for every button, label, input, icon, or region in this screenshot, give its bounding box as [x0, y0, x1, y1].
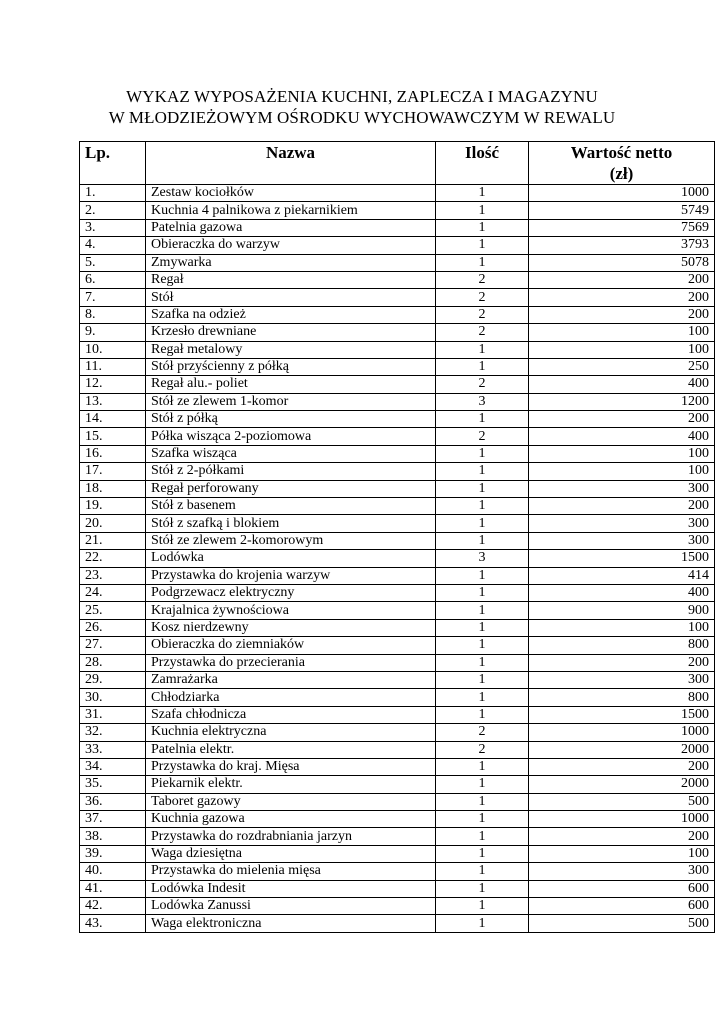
header-lp: Lp. — [80, 142, 146, 185]
cell-qty: 1 — [436, 254, 529, 271]
table-row — [80, 637, 715, 654]
cell-name: Kuchnia 4 palnikowa z piekarnikiem — [146, 202, 436, 219]
cell-qty: 1 — [436, 185, 529, 202]
cell-value: 800 — [529, 637, 715, 654]
cell-value: 2000 — [529, 741, 715, 758]
cell-qty: 2 — [436, 324, 529, 341]
cell-value: 900 — [529, 602, 715, 619]
header-value-line-2: (zł) — [609, 164, 634, 183]
header-value — [529, 142, 715, 185]
cell-qty: 1 — [436, 776, 529, 793]
cell-name: Regał alu.- poliet — [146, 376, 436, 393]
table-row — [80, 845, 715, 862]
table-row — [80, 602, 715, 619]
cell-lp: 41. — [80, 880, 146, 897]
cell-name: Zamrażarka — [146, 671, 436, 688]
cell-name: Szafa chłodnicza — [146, 706, 436, 723]
cell-lp: 35. — [80, 776, 146, 793]
cell-lp: 11. — [80, 358, 146, 375]
cell-name: Waga dziesiętna — [146, 845, 436, 862]
cell-qty: 1 — [436, 637, 529, 654]
cell-name: Regał perforowany — [146, 480, 436, 497]
cell-lp: 24. — [80, 584, 146, 601]
cell-qty: 1 — [436, 863, 529, 880]
cell-lp: 22. — [80, 550, 146, 567]
cell-qty: 1 — [436, 463, 529, 480]
cell-qty: 1 — [436, 915, 529, 932]
table-row — [80, 793, 715, 810]
cell-qty: 1 — [436, 411, 529, 428]
cell-lp: 15. — [80, 428, 146, 445]
cell-lp: 25. — [80, 602, 146, 619]
table-row — [80, 411, 715, 428]
cell-name: Stół — [146, 289, 436, 306]
cell-name: Obieraczka do ziemniaków — [146, 637, 436, 654]
inventory-table — [79, 141, 715, 933]
cell-name: Patelnia gazowa — [146, 219, 436, 236]
cell-value: 200 — [529, 498, 715, 515]
cell-lp: 2. — [80, 202, 146, 219]
cell-qty: 1 — [436, 811, 529, 828]
cell-name: Stół z szafką i blokiem — [146, 515, 436, 532]
cell-value: 1000 — [529, 811, 715, 828]
cell-qty: 1 — [436, 445, 529, 462]
table-row — [80, 776, 715, 793]
cell-lp: 10. — [80, 341, 146, 358]
table-row — [80, 237, 715, 254]
header-row — [80, 142, 715, 185]
table-row — [80, 428, 715, 445]
table-row — [80, 498, 715, 515]
cell-name: Stół z półką — [146, 411, 436, 428]
cell-qty: 1 — [436, 515, 529, 532]
table-body — [80, 185, 715, 933]
cell-qty: 1 — [436, 602, 529, 619]
table-row — [80, 202, 715, 219]
cell-qty: 1 — [436, 532, 529, 549]
cell-qty: 1 — [436, 341, 529, 358]
cell-qty: 1 — [436, 706, 529, 723]
cell-name: Lodówka — [146, 550, 436, 567]
cell-name: Chłodziarka — [146, 689, 436, 706]
cell-name: Stół przyścienny z półką — [146, 358, 436, 375]
header-value-line-1: Wartość netto — [570, 143, 673, 162]
cell-value: 100 — [529, 619, 715, 636]
cell-qty: 3 — [436, 550, 529, 567]
cell-qty: 2 — [436, 724, 529, 741]
cell-value: 400 — [529, 428, 715, 445]
cell-value: 200 — [529, 411, 715, 428]
cell-lp: 13. — [80, 393, 146, 410]
title-line-2: W MŁODZIEŻOWYM OŚRODKU WYCHOWAWCZYM W REWALU — [108, 108, 616, 127]
cell-lp: 5. — [80, 254, 146, 271]
table-row — [80, 532, 715, 549]
document-title — [0, 86, 724, 128]
table-row — [80, 463, 715, 480]
cell-lp: 4. — [80, 237, 146, 254]
table-row — [80, 671, 715, 688]
cell-qty: 1 — [436, 480, 529, 497]
cell-value: 3793 — [529, 237, 715, 254]
cell-lp: 29. — [80, 671, 146, 688]
table-row — [80, 689, 715, 706]
cell-qty: 1 — [436, 898, 529, 915]
cell-value: 1000 — [529, 185, 715, 202]
header-qty: Ilość — [436, 142, 529, 185]
cell-value: 400 — [529, 376, 715, 393]
cell-name: Waga elektroniczna — [146, 915, 436, 932]
cell-qty: 2 — [436, 376, 529, 393]
cell-name: Kuchnia elektryczna — [146, 724, 436, 741]
title-line-1: WYKAZ WYPOSAŻENIA KUCHNI, ZAPLECZA I MAGAZYNU — [126, 87, 598, 106]
cell-name: Piekarnik elektr. — [146, 776, 436, 793]
cell-name: Stół ze zlewem 2-komorowym — [146, 532, 436, 549]
cell-lp: 9. — [80, 324, 146, 341]
cell-qty: 1 — [436, 619, 529, 636]
table-row — [80, 863, 715, 880]
cell-qty: 2 — [436, 741, 529, 758]
cell-qty: 1 — [436, 498, 529, 515]
table-row — [80, 306, 715, 323]
table-row — [80, 393, 715, 410]
table-row — [80, 550, 715, 567]
cell-name: Stół z basenem — [146, 498, 436, 515]
cell-value: 500 — [529, 915, 715, 932]
cell-name: Regał metalowy — [146, 341, 436, 358]
cell-lp: 18. — [80, 480, 146, 497]
cell-qty: 2 — [436, 289, 529, 306]
cell-lp: 1. — [80, 185, 146, 202]
cell-value: 1500 — [529, 706, 715, 723]
table-row — [80, 289, 715, 306]
cell-value: 5749 — [529, 202, 715, 219]
cell-name: Stół ze zlewem 1-komor — [146, 393, 436, 410]
cell-name: Regał — [146, 271, 436, 288]
cell-qty: 2 — [436, 428, 529, 445]
cell-name: Przystawka do rozdrabniania jarzyn — [146, 828, 436, 845]
cell-lp: 21. — [80, 532, 146, 549]
cell-name: Lodówka Zanussi — [146, 898, 436, 915]
table-row — [80, 584, 715, 601]
table-row — [80, 828, 715, 845]
cell-lp: 34. — [80, 758, 146, 775]
cell-value: 5078 — [529, 254, 715, 271]
cell-value: 300 — [529, 480, 715, 497]
cell-value: 100 — [529, 324, 715, 341]
cell-value: 100 — [529, 845, 715, 862]
cell-value: 2000 — [529, 776, 715, 793]
cell-name: Krzesło drewniane — [146, 324, 436, 341]
cell-qty: 1 — [436, 880, 529, 897]
cell-qty: 1 — [436, 567, 529, 584]
cell-name: Przystawka do kraj. Mięsa — [146, 758, 436, 775]
cell-value: 100 — [529, 463, 715, 480]
cell-lp: 26. — [80, 619, 146, 636]
cell-value: 200 — [529, 306, 715, 323]
table-row — [80, 185, 715, 202]
table-row — [80, 567, 715, 584]
cell-value: 1200 — [529, 393, 715, 410]
cell-name: Przystawka do mielenia mięsa — [146, 863, 436, 880]
cell-name: Szafka wisząca — [146, 445, 436, 462]
cell-lp: 8. — [80, 306, 146, 323]
cell-value: 600 — [529, 898, 715, 915]
table-row — [80, 758, 715, 775]
cell-value: 800 — [529, 689, 715, 706]
cell-lp: 43. — [80, 915, 146, 932]
cell-lp: 16. — [80, 445, 146, 462]
table-row — [80, 515, 715, 532]
table-row — [80, 324, 715, 341]
cell-lp: 20. — [80, 515, 146, 532]
cell-qty: 1 — [436, 237, 529, 254]
table-row — [80, 341, 715, 358]
table-row — [80, 706, 715, 723]
table-row — [80, 654, 715, 671]
cell-name: Kosz nierdzewny — [146, 619, 436, 636]
table-row — [80, 811, 715, 828]
cell-lp: 6. — [80, 271, 146, 288]
cell-value: 300 — [529, 532, 715, 549]
cell-qty: 2 — [436, 271, 529, 288]
cell-name: Zestaw kociołków — [146, 185, 436, 202]
cell-lp: 28. — [80, 654, 146, 671]
cell-lp: 38. — [80, 828, 146, 845]
table-row — [80, 619, 715, 636]
cell-name: Taboret gazowy — [146, 793, 436, 810]
cell-name: Półka wisząca 2-poziomowa — [146, 428, 436, 445]
cell-lp: 42. — [80, 898, 146, 915]
cell-value: 100 — [529, 445, 715, 462]
table-row — [80, 480, 715, 497]
cell-lp: 3. — [80, 219, 146, 236]
cell-qty: 1 — [436, 219, 529, 236]
cell-value: 600 — [529, 880, 715, 897]
table-row — [80, 915, 715, 932]
cell-name: Przystawka do przecierania — [146, 654, 436, 671]
cell-qty: 2 — [436, 306, 529, 323]
cell-qty: 1 — [436, 584, 529, 601]
cell-qty: 1 — [436, 689, 529, 706]
table-header — [80, 142, 715, 185]
cell-lp: 33. — [80, 741, 146, 758]
cell-value: 250 — [529, 358, 715, 375]
cell-lp: 31. — [80, 706, 146, 723]
cell-lp: 30. — [80, 689, 146, 706]
cell-qty: 3 — [436, 393, 529, 410]
cell-value: 300 — [529, 515, 715, 532]
cell-lp: 19. — [80, 498, 146, 515]
cell-value: 1500 — [529, 550, 715, 567]
table-row — [80, 445, 715, 462]
cell-value: 7569 — [529, 219, 715, 236]
table-row — [80, 880, 715, 897]
cell-name: Stół z 2-półkami — [146, 463, 436, 480]
cell-name: Zmywarka — [146, 254, 436, 271]
cell-lp: 40. — [80, 863, 146, 880]
cell-value: 200 — [529, 654, 715, 671]
cell-lp: 7. — [80, 289, 146, 306]
cell-value: 414 — [529, 567, 715, 584]
cell-lp: 37. — [80, 811, 146, 828]
cell-lp: 23. — [80, 567, 146, 584]
cell-value: 400 — [529, 584, 715, 601]
cell-name: Krajalnica żywnościowa — [146, 602, 436, 619]
cell-qty: 1 — [436, 358, 529, 375]
cell-name: Patelnia elektr. — [146, 741, 436, 758]
cell-value: 300 — [529, 863, 715, 880]
cell-lp: 17. — [80, 463, 146, 480]
cell-lp: 39. — [80, 845, 146, 862]
cell-value: 100 — [529, 341, 715, 358]
cell-lp: 14. — [80, 411, 146, 428]
cell-value: 500 — [529, 793, 715, 810]
table-row — [80, 724, 715, 741]
cell-name: Kuchnia gazowa — [146, 811, 436, 828]
cell-value: 200 — [529, 758, 715, 775]
cell-value: 1000 — [529, 724, 715, 741]
table-row — [80, 219, 715, 236]
cell-qty: 1 — [436, 828, 529, 845]
table-row — [80, 898, 715, 915]
cell-value: 200 — [529, 289, 715, 306]
cell-qty: 1 — [436, 758, 529, 775]
table-row — [80, 358, 715, 375]
cell-value: 200 — [529, 828, 715, 845]
table-row — [80, 254, 715, 271]
cell-qty: 1 — [436, 845, 529, 862]
cell-value: 300 — [529, 671, 715, 688]
cell-lp: 32. — [80, 724, 146, 741]
cell-qty: 1 — [436, 202, 529, 219]
cell-lp: 12. — [80, 376, 146, 393]
table-row — [80, 376, 715, 393]
cell-name: Obieraczka do warzyw — [146, 237, 436, 254]
cell-value: 200 — [529, 271, 715, 288]
cell-name: Szafka na odzież — [146, 306, 436, 323]
cell-qty: 1 — [436, 671, 529, 688]
cell-lp: 36. — [80, 793, 146, 810]
cell-lp: 27. — [80, 637, 146, 654]
table-row — [80, 271, 715, 288]
cell-name: Podgrzewacz elektryczny — [146, 584, 436, 601]
cell-qty: 1 — [436, 793, 529, 810]
table-row — [80, 741, 715, 758]
cell-qty: 1 — [436, 654, 529, 671]
header-name: Nazwa — [146, 142, 436, 185]
cell-name: Przystawka do krojenia warzyw — [146, 567, 436, 584]
cell-name: Lodówka Indesit — [146, 880, 436, 897]
